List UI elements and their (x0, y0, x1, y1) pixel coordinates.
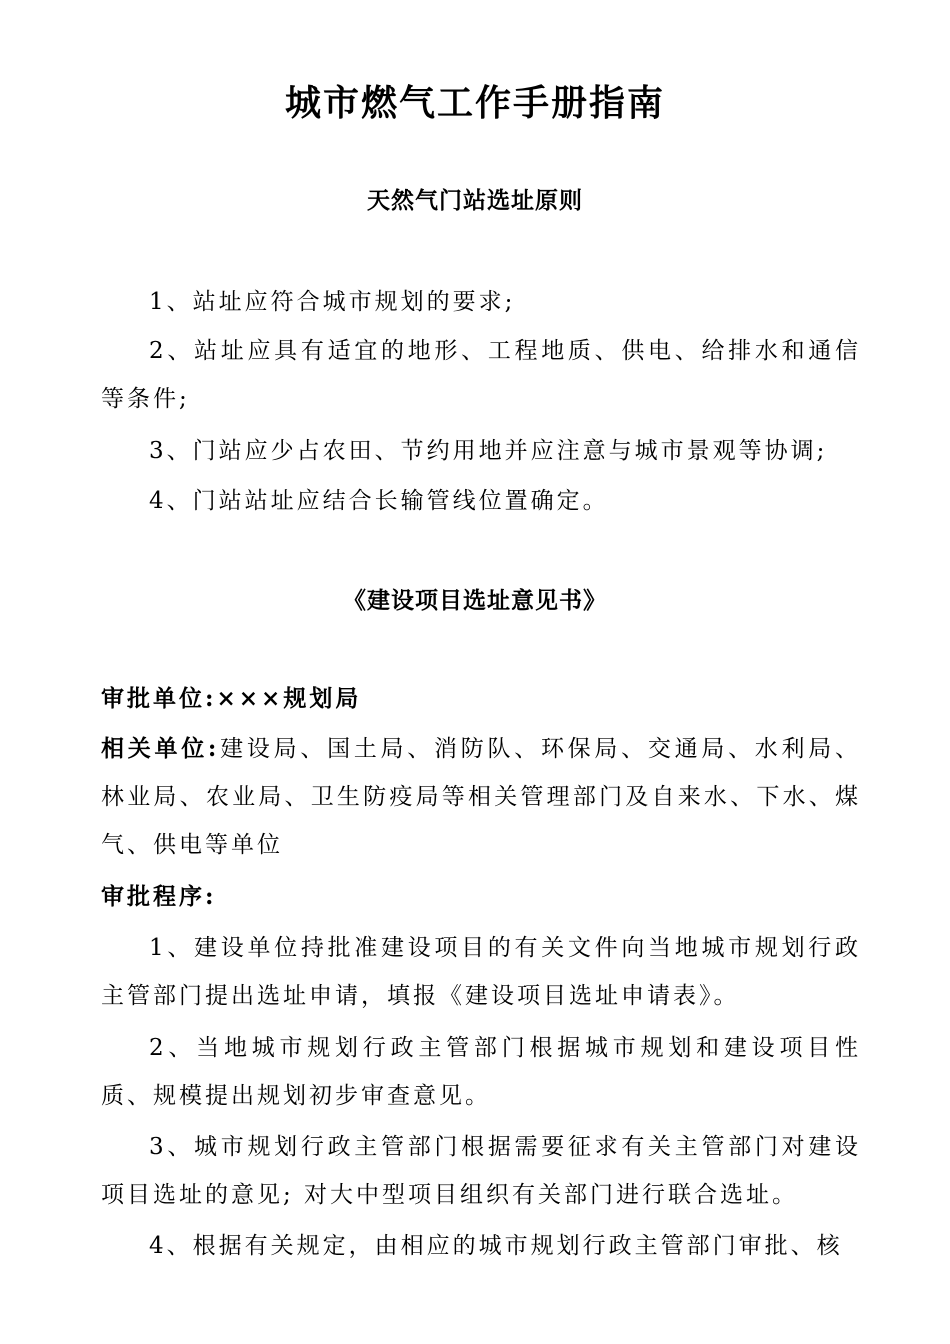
related-units-label: 相关单位: (101, 735, 220, 762)
document-title: 城市燃气工作手册指南 (284, 82, 665, 124)
approval-unit-label: 审批单位: (101, 685, 217, 712)
section-heading-site-opinion-letter: 《建设项目选址意见书》 (343, 587, 607, 614)
section-heading-gate-station-siting: 天然气门站选址原则 (367, 187, 583, 214)
approval-unit-value: ×××规划局 (216, 685, 362, 712)
related-units-line (101, 725, 861, 869)
procedure-label: 审批程序: (101, 883, 217, 910)
procedure-heading (101, 873, 861, 921)
siting-principle-4: 4、门站站址应结合长输管线位置确定。 (149, 488, 609, 514)
procedure-step-1: 1、建设单位持批准建设项目的有关文件向当地城市规划行政主管部门提出选址申请，填报《建设项目选址申请表》。 (101, 935, 861, 1009)
siting-principle-2: 2、站址应具有适宜的地形、工程地质、供电、给排水和通信等条件; (101, 338, 861, 412)
siting-principle-3: 3、门站应少占农田、节约用地并应注意与城市景观等协调; (149, 438, 828, 464)
related-units-value: 建设局、国土局、消防队、环保局、交通局、水利局、林业局、农业局、卫生防疫局等相关管理部门及自来水、下水、煤气、供电等单位 (101, 736, 861, 858)
procedure-step-2: 2、当地城市规划行政主管部门根据城市规划和建设项目性质、规模提出规划初步审查意见。 (101, 1035, 861, 1109)
approval-unit-line (101, 675, 861, 723)
procedure-step-3: 3、城市规划行政主管部门根据需要征求有关主管部门对建设项目选址的意见; 对大中型项目组织有关部门进行联合选址。 (101, 1134, 861, 1208)
siting-principle-1: 1、站址应符合城市规划的要求; (149, 289, 516, 315)
procedure-step-4: 4、根据有关规定，由相应的城市规划行政主管部门审批、核 (149, 1233, 843, 1259)
